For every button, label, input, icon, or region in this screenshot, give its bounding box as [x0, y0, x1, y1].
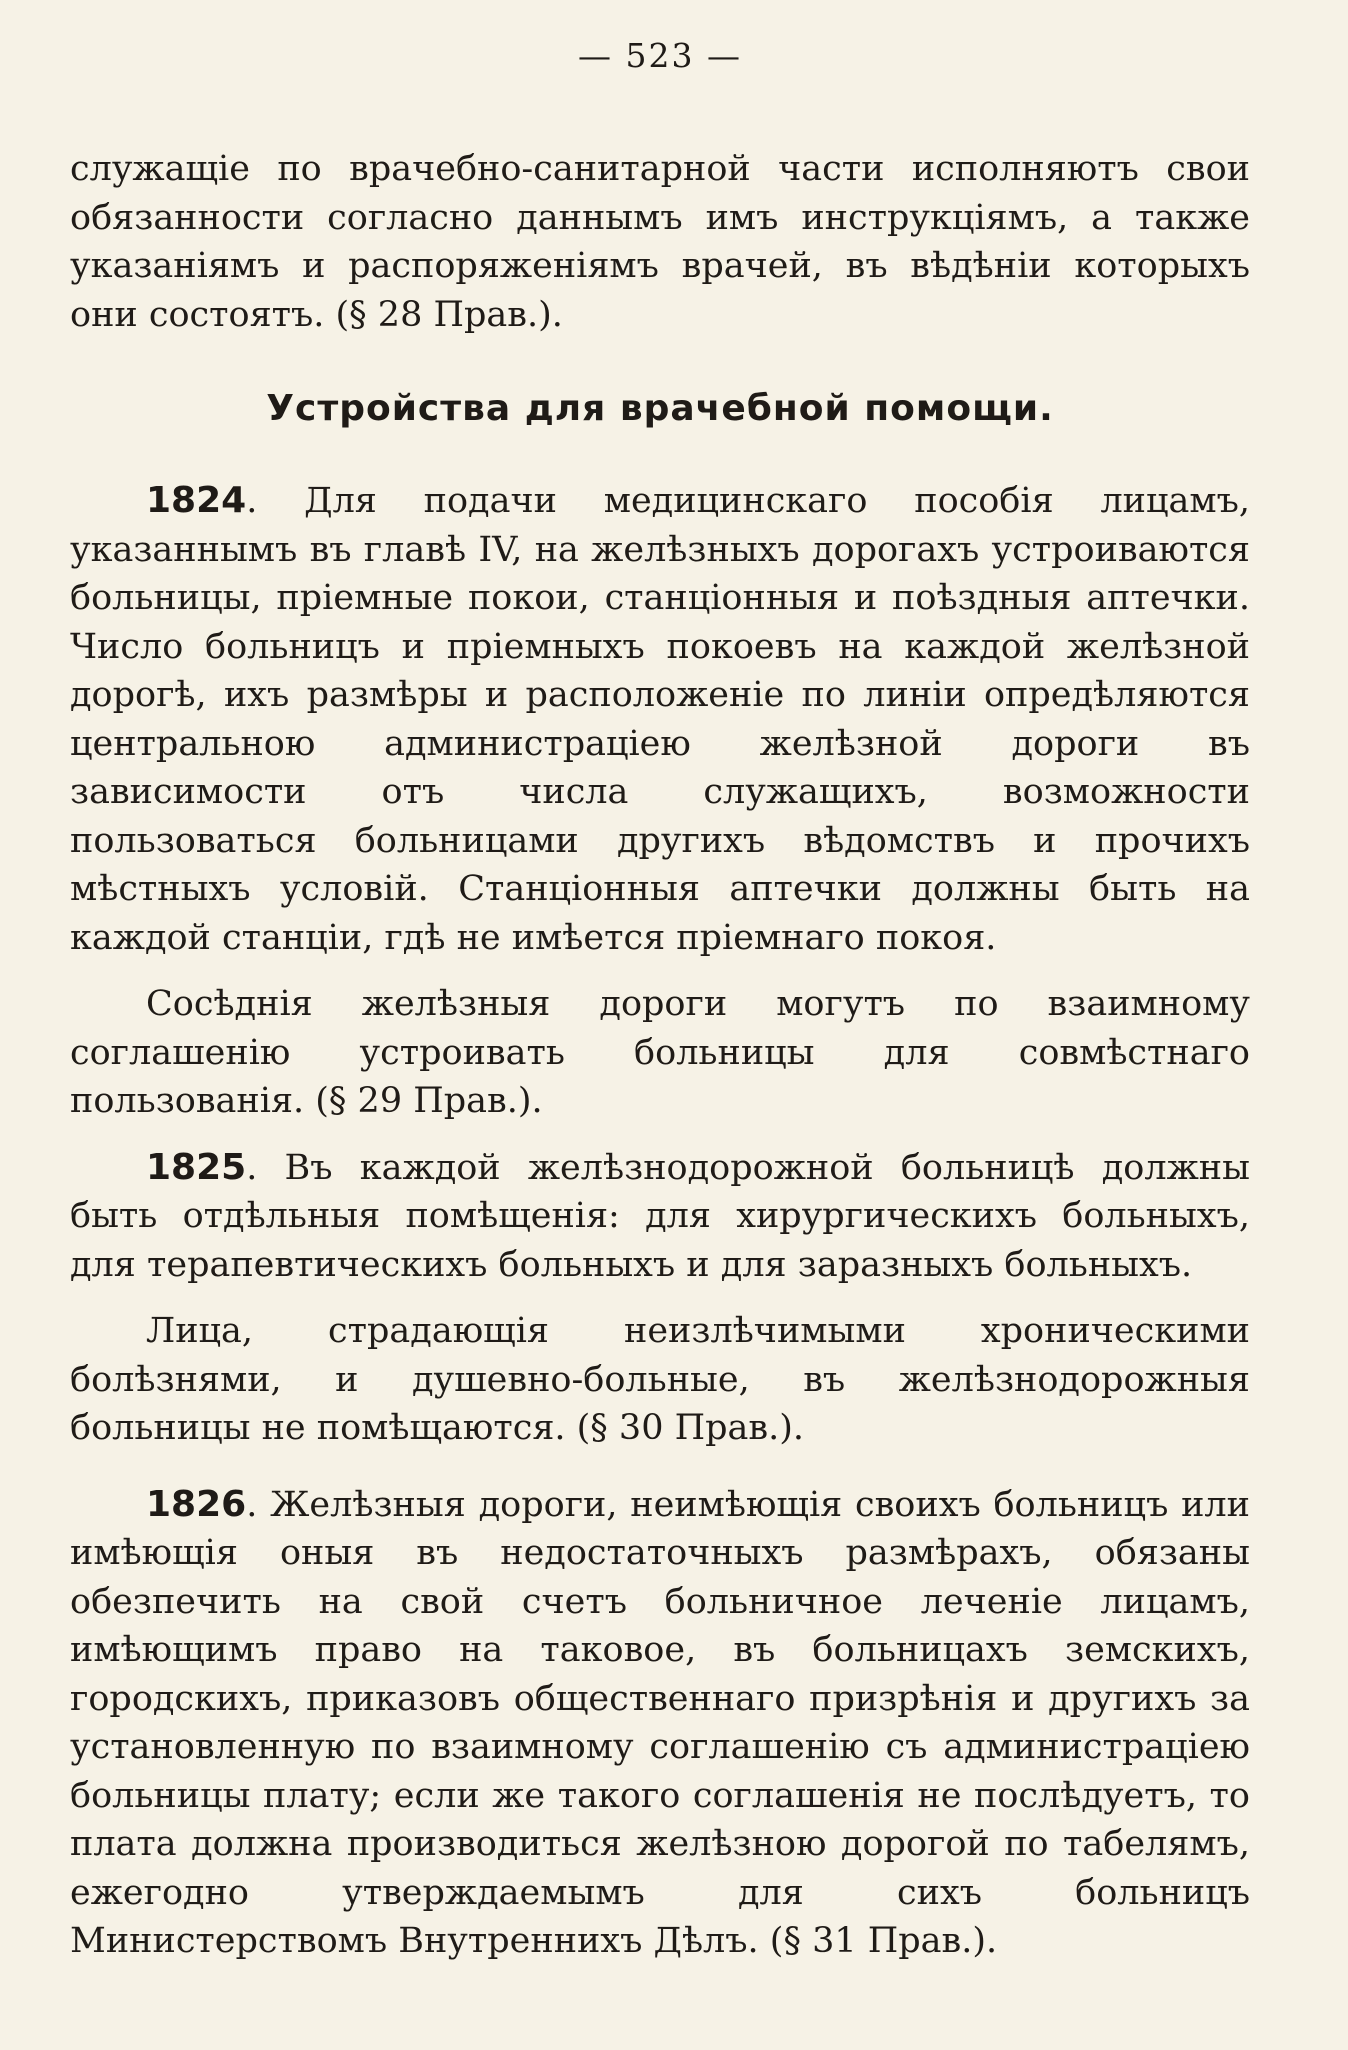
section-heading: Устройства для врачебной помощи.	[266, 388, 1054, 429]
article-1824-text: . Для подачи медицинскаго пособія лицамъ, указаннымъ въ главѣ IV, на желѣзныхъ дорогахъ устроиваются больницы, пріемные покои, станціонныя и поѣздныя аптечки. Число больницъ и пріемныхъ покоевъ на каждой желѣзной дорогѣ, ихъ размѣры и расположеніе по линіи опредѣляются центральною администраціею желѣзной дороги въ зависимости отъ числа служащихъ, возможности пользоваться больницами другихъ вѣдомствъ и прочихъ мѣстныхъ условій. Станціонныя аптечки должны быть на каждой станціи, гдѣ не имѣется пріемнаго покоя.	[70, 481, 1250, 958]
article-number-1824: 1824	[146, 480, 247, 521]
article-1825	[70, 1144, 1250, 1290]
article-number-1826: 1826	[146, 1483, 247, 1525]
page-number: — 523 —	[578, 36, 742, 75]
article-1826-text: . Желѣзныя дороги, неимѣющія своихъ больницъ или имѣющія оныя въ недостаточныхъ размѣрахъ, обязаны обезпечить на свой счетъ больничное леченіе лицамъ, имѣющимъ право на таковое, въ больницахъ земскихъ, городскихъ, приказовъ общественнаго призрѣнія и другихъ за установленную по взаимному соглашенію съ администраціею больницы плату; если же такого соглашенія не послѣдуетъ, то плата должна производиться желѣзною дорогой по табелямъ, ежегодно утверждаемымъ для сихъ больницъ Министерствомъ Внутреннихъ Дѣлъ. (§ 31 Прав.).	[70, 1484, 1250, 1961]
paragraph-continuation: служащіе по врачебно-санитарной части исполняютъ свои обязанности согласно даннымъ имъ инструкціямъ, а также указаніямъ и распоряженіямъ врачей, въ вѣдѣніи которыхъ они состоятъ. (§ 28 Прав.).	[70, 149, 1250, 335]
article-1824-paragraph-2: Сосѣднія желѣзныя дороги могутъ по взаимному соглашенію устроивать больницы для совмѣстнаго пользованія. (§ 29 Прав.).	[70, 984, 1250, 1121]
article-1826	[70, 1481, 1250, 1966]
article-number-1825: 1825	[146, 1146, 247, 1188]
article-1824	[70, 477, 1250, 962]
article-1825-paragraph-2: Лица, страдающія неизлѣчимыми хроническими болѣзнями, и душевно-больные, въ желѣзнодорожныя больницы не помѣщаются. (§ 30 Прав.).	[70, 1311, 1250, 1448]
article-1825-text: . Въ каждой желѣзнодорожной больницѣ должны быть отдѣльныя помѣщенія: для хирургическихъ больныхъ, для терапевтическихъ больныхъ и для заразныхъ больныхъ.	[70, 1147, 1250, 1285]
